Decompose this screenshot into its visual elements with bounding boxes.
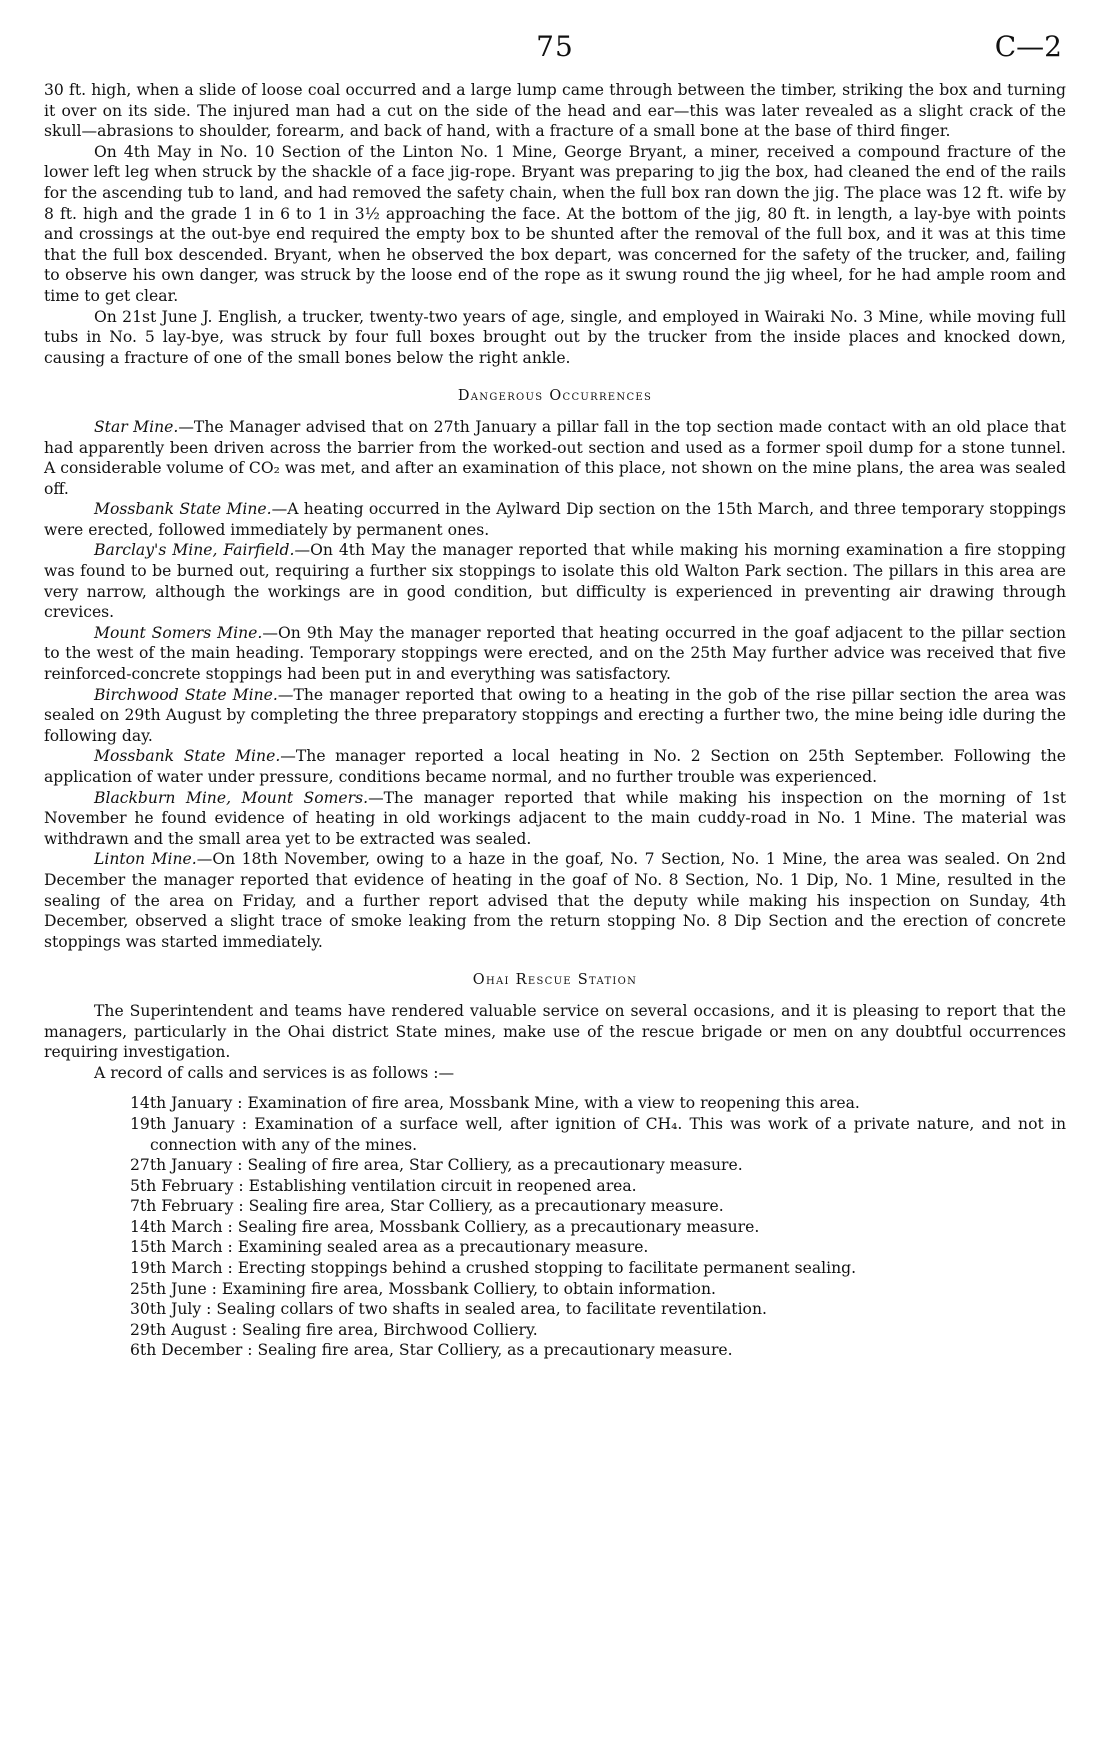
rescue-record: 19th January : Examination of a surface well, after ignition of CH₄. This was work of a private nature, and not in connection with any of the mines.	[130, 1114, 1066, 1154]
rescue-record: 30th July : Sealing collars of two shafts in sealed area, to facilitate reventilation.	[130, 1300, 767, 1319]
occurrence-text: —On 4th May the manager reported that while making his morning examination a fire stopping was found to be burned out, requiring a further six stoppings to isolate this old Walton Park section. The pillars in this area are very narrow, although the workings are in good condition, but difficulty is experienced in preventing air drawing through crevices.	[44, 541, 1066, 622]
occurrence-text: —On 18th November, owing to a haze in the goaf, No. 7 Section, No. 1 Mine, the area was sealed. On 2nd December the manager reported that evidence of heating in the goaf of No. 8 Section, No. 1 Dip, No. 1 Mine, resulted in the sealing of the area on Friday, and a further report advised that the deputy while making his inspection on Sunday, 4th December, observed a slight trace of smoke leaking from the return stopping No. 8 Dip Section and the erection of concrete stoppings was started immediately.	[44, 850, 1066, 951]
ohai-intro-paragraph: The Superintendent and teams have rendered valuable service on several occasions, and it is pleasing to report that the managers, particularly in the Ohai district State mines, make use of the rescue brigade or men on any doubtful occurrences requiring investigation.	[44, 1001, 1066, 1062]
occurrence-text: —A heating occurred in the Aylward Dip section on the 15th March, and three temporary stoppings were erected, followed immediately by permanent ones.	[44, 500, 1067, 539]
rescue-records-list	[44, 1093, 1066, 1361]
document-body	[44, 80, 1066, 1361]
occurrence-place: Birchwood State Mine.	[94, 685, 278, 704]
document-page	[44, 30, 1066, 1361]
occurrence-entry	[44, 746, 1066, 787]
occurrence-place: Star Mine.	[94, 417, 179, 436]
occurrence-entry	[44, 685, 1066, 747]
page-number: 75	[536, 30, 574, 63]
page-header	[44, 30, 1066, 80]
occurrence-place: Mossbank State Mine.	[94, 747, 281, 766]
series-mark: C—2	[994, 30, 1062, 63]
occurrence-place: Mount Somers Mine.	[94, 623, 263, 642]
occurrence-entry	[44, 499, 1066, 540]
rescue-record: 14th March : Sealing fire area, Mossbank Colliery, as a precautionary measure.	[130, 1217, 760, 1236]
occurrence-entry	[44, 623, 1066, 685]
occurrence-entry	[44, 540, 1066, 622]
records-intro: A record of calls and services is as follows :—	[94, 1063, 455, 1082]
occurrence-text: —On 9th May the manager reported that heating occurred in the goaf adjacent to the pillar section to the west of the main heading. Temporary stoppings were erected, and on the 25th May further advice was received that five reinforced-concrete stoppings had been put in and everything was satisfactory.	[44, 623, 1066, 684]
occurrence-place: Mossbank State Mine.	[94, 500, 272, 519]
dangerous-occurrences-heading: Dangerous Occurrences	[457, 388, 653, 405]
occurrence-place: Linton Mine.	[94, 850, 197, 869]
occurrence-text: —The manager reported that owing to a heating in the gob of the rise pillar section the area was sealed on 29th August by completing the three preparatory stoppings and erecting a further two, the mine being idle during the following day.	[44, 685, 1067, 745]
occurrence-entry	[44, 788, 1066, 850]
ohai-rescue-heading: Ohai Rescue Station	[472, 972, 638, 989]
occurrence-text: —The manager reported that while making his inspection on the morning of 1st November he found evidence of heating in old workings adjacent to the main cuddy-road in No. 1 Mine. The material was withdrawn and the small area yet to be extracted was sealed.	[44, 788, 1066, 848]
occurrence-entry	[44, 849, 1066, 952]
rescue-record: 27th January : Sealing of fire area, Star Colliery, as a precautionary measure.	[130, 1156, 743, 1175]
occurrence-place: Barclay's Mine, Fairfield.	[94, 541, 295, 560]
rescue-record: 15th March : Examining sealed area as a precautionary measure.	[130, 1238, 649, 1257]
rescue-record: 14th January : Examination of fire area, Mossbank Mine, with a view to reopening this area.	[130, 1094, 860, 1113]
rescue-record: 29th August : Sealing fire area, Birchwood Colliery.	[130, 1320, 538, 1339]
rescue-record: 19th March : Erecting stoppings behind a crushed stopping to facilitate permanent sealing.	[130, 1259, 857, 1278]
paragraph-continued: 30 ft. high, when a slide of loose coal occurred and a large lump came through between the timber, striking the box and turning it over on its side. The injured man had a cut on the side of the head and ear—this was later revealed as a slight crack of the skull—abrasions to shoulder, forearm, and back of hand, with a fracture of a small bone at the base of third finger.	[44, 81, 1066, 141]
occurrence-text: —The manager reported a local heating in No. 2 Section on 25th September. Following the application of water under pressure, conditions became normal, and no further trouble was experienced.	[44, 747, 1066, 786]
rescue-record: 6th December : Sealing fire area, Star Colliery, as a precautionary measure.	[130, 1341, 733, 1360]
paragraph-bryant-accident: On 4th May in No. 10 Section of the Linton No. 1 Mine, George Bryant, a miner, received a compound fracture of the lower left leg when struck by the shackle of a face jig-rope. Bryant was preparing to jig the box, had cleaned the end of the rails for the ascending tub to land, and had removed the safety chain, when the full box ran down the jig. The place was 12 ft. wife by 8 ft. high and the grade 1 in 6 to 1 in 3½ approaching the face. At the bottom of the jig, 80 ft. in length, a lay-bye with points and crossings at the out-bye end required the empty box to be shunted after the removal of the full box, and it was at this time that the full box descended. Bryant, when he observed the box depart, was concerned for the safety of the trucker, and, failing to observe his own danger, was struck by the loose end of the rope as it swung round the jig wheel, for he had ample room and time to get clear.	[44, 142, 1066, 305]
rescue-record: 25th June : Examining fire area, Mossbank Colliery, to obtain information.	[130, 1279, 716, 1298]
rescue-record: 5th February : Establishing ventilation circuit in reopened area.	[130, 1176, 637, 1195]
rescue-record: 7th February : Sealing fire area, Star Colliery, as a precautionary measure.	[130, 1197, 724, 1216]
occurrence-text: —The Manager advised that on 27th January a pillar fall in the top section made contact with an old place that had apparently been driven across the barrier from the worked-out section and used as a former spoil dump for a stone tunnel. A considerable volume of CO₂ was met, and after an examination of this place, not shown on the mine plans, the area was sealed off.	[44, 417, 1066, 498]
paragraph-english-accident: On 21st June J. English, a trucker, twenty-two years of age, single, and employed in Wairaki No. 3 Mine, while moving full tubs in No. 5 lay-bye, was struck by four full boxes brought out by the trucker from the inside places and knocked down, causing a fracture of one of the small bones below the right ankle.	[44, 307, 1066, 367]
occurrence-place: Blackburn Mine, Mount Somers.	[94, 788, 369, 807]
occurrence-entry	[44, 417, 1066, 499]
